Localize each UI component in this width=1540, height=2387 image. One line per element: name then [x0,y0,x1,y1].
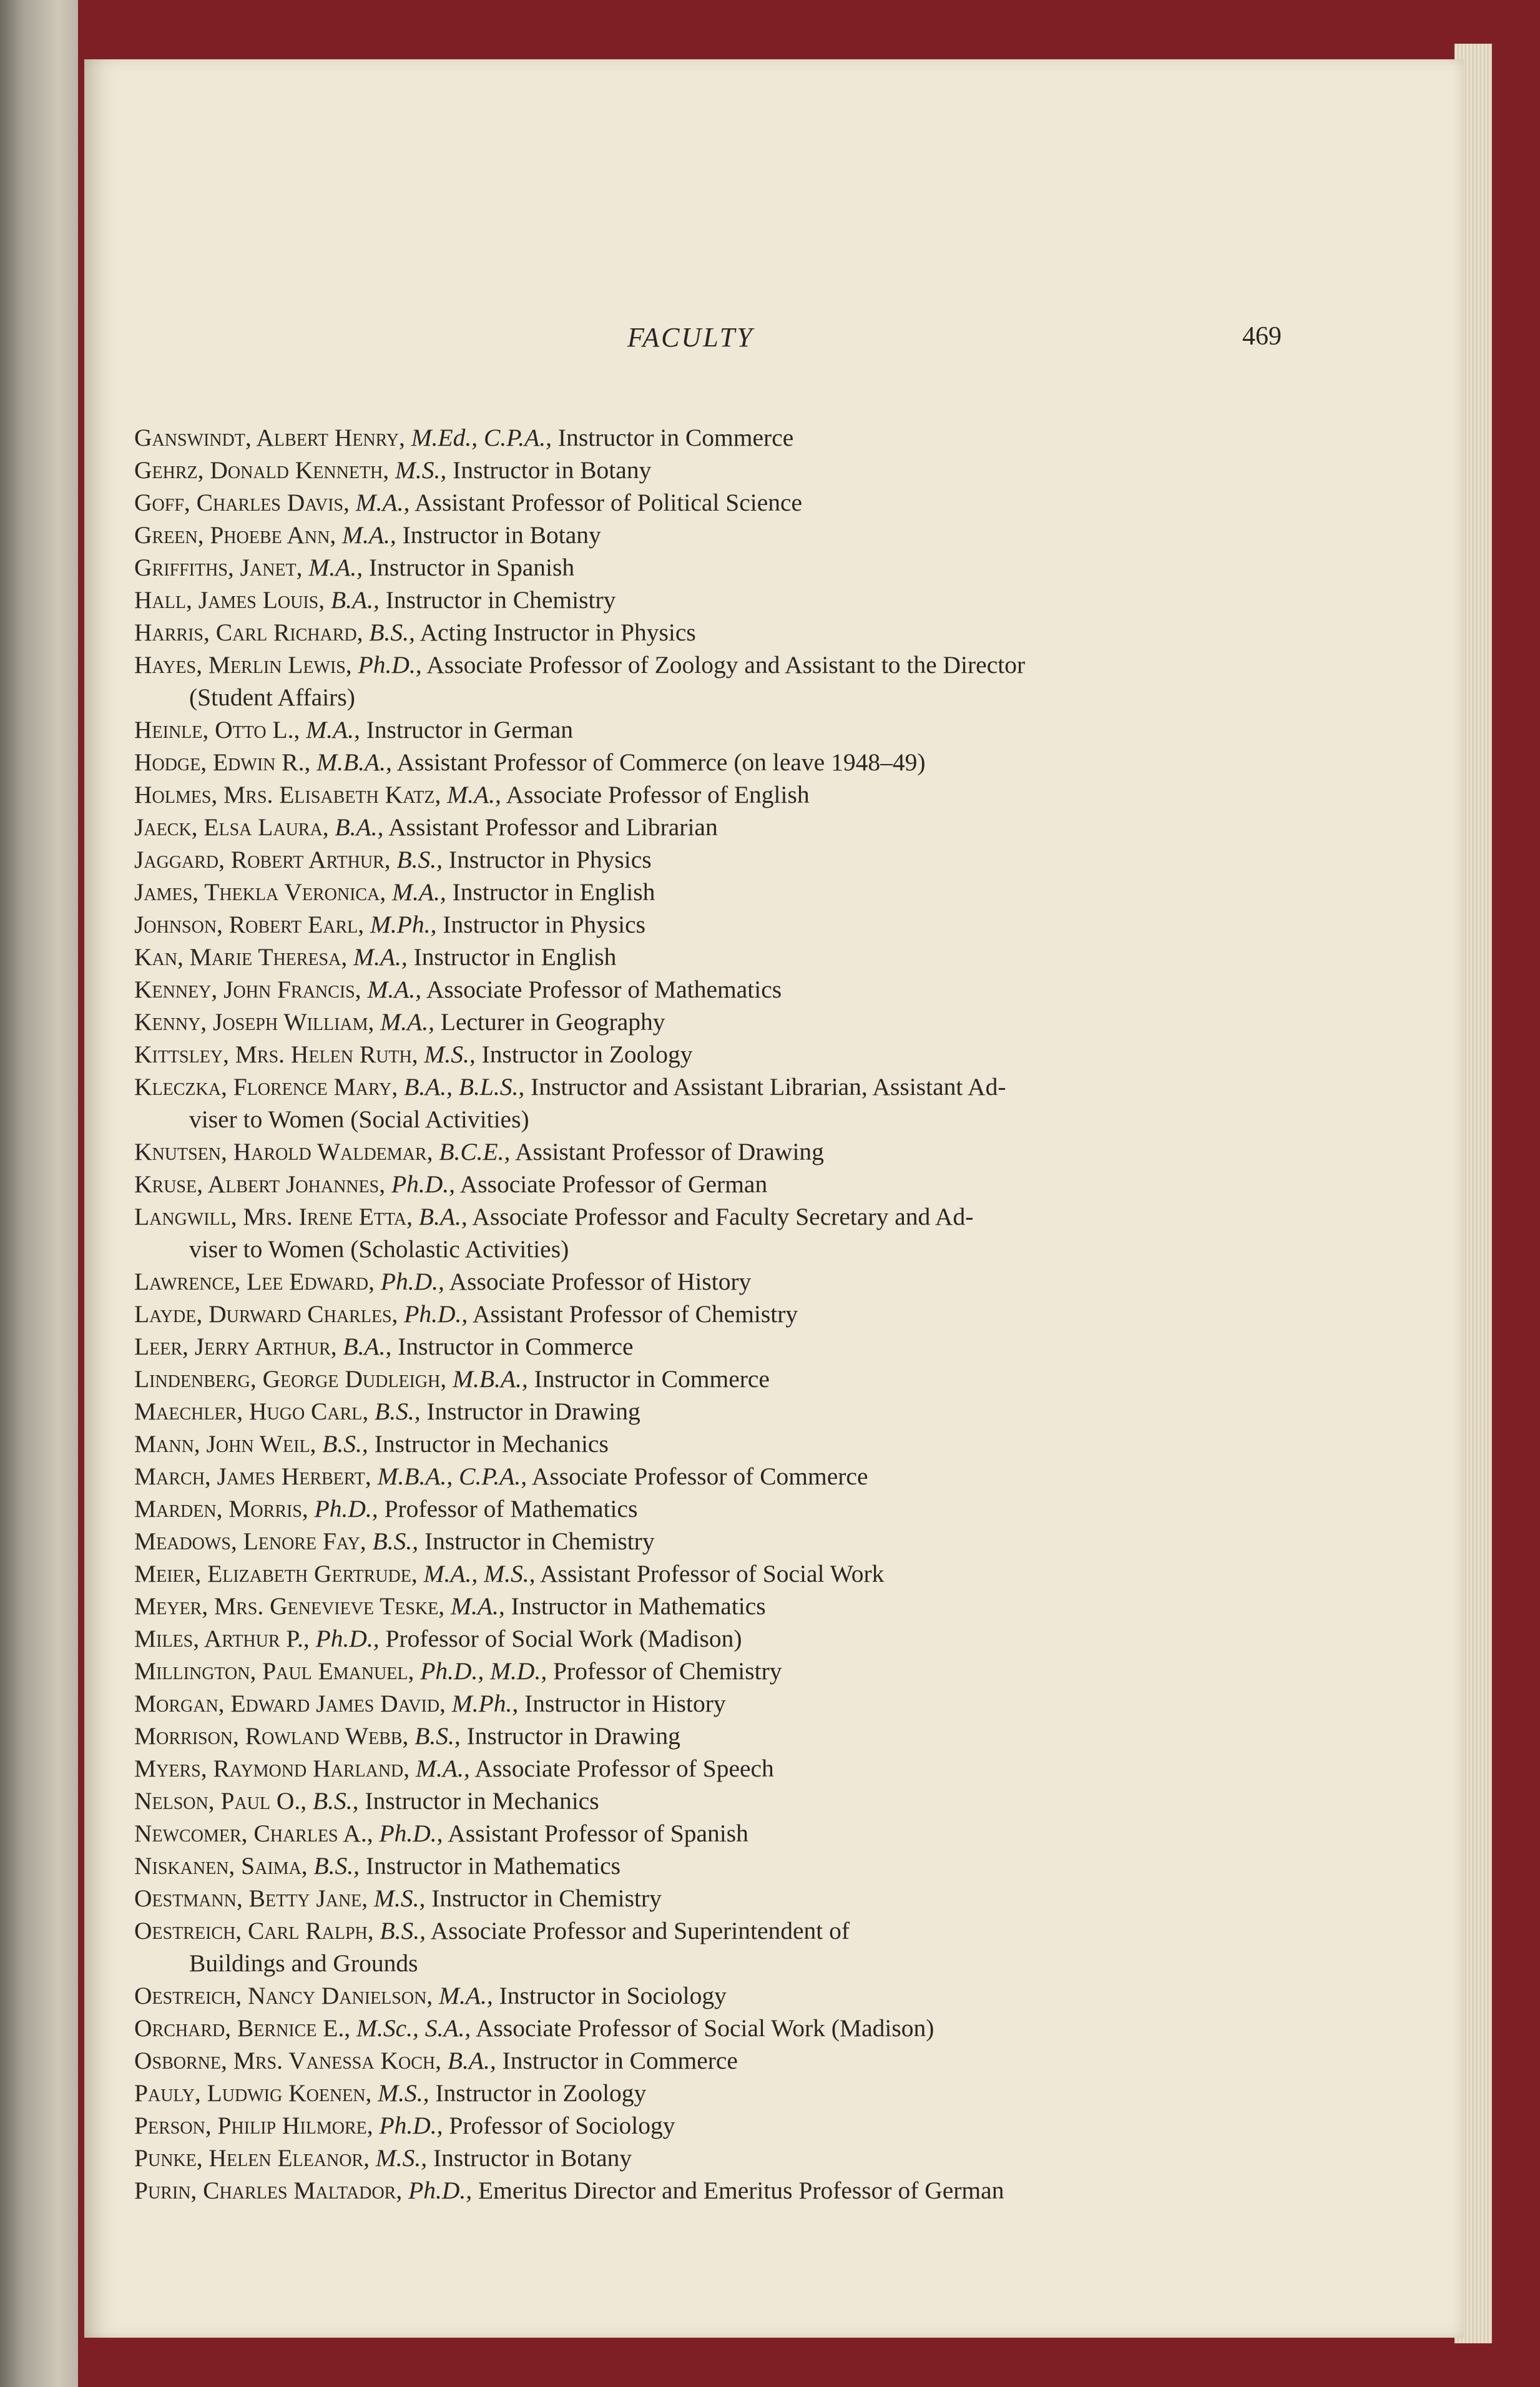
faculty-position: Instructor in English [452,878,655,906]
faculty-name: Niskanen, Saima, [134,1852,308,1880]
faculty-position: Emeritus Director and Emeritus Professor of German [478,2177,1004,2204]
faculty-degree: B.S., [396,846,443,873]
faculty-degree: Ph.D., M.D., [420,1657,547,1685]
faculty-name: Kittsley, Mrs. Helen Ruth, [134,1041,418,1068]
faculty-name: Myers, Raymond Harland, [134,1755,410,1782]
faculty-degree: M.S., [378,2079,429,2107]
faculty-entry [134,778,1370,811]
faculty-name: Jaeck, Elsa Laura, [134,813,329,841]
faculty-name: Kleczka, Florence Mary, [134,1073,398,1100]
faculty-degree: M.A., [392,878,446,906]
faculty-position: Instructor in Mechanics [365,1787,599,1815]
faculty-position-continuation: viser to Women (Social Activities) [189,1105,529,1133]
faculty-position: Instructor in Zoology [435,2079,647,2107]
faculty-degree: M.A., [355,489,410,516]
faculty-entry [134,1525,1370,1557]
faculty-position-continuation: Buildings and Grounds [189,1949,418,1977]
faculty-position: Instructor in German [366,716,574,743]
faculty-name: Miles, Arthur P., [134,1625,310,1652]
faculty-degree: M.A., [451,1592,505,1620]
faculty-position: Professor of Chemistry [553,1657,782,1685]
faculty-degree: B.A., [418,1203,468,1230]
faculty-position: Instructor in Commerce [502,2047,738,2074]
faculty-name: Ganswindt, Albert Henry, [134,424,405,451]
faculty-degree: M.Ed., C.P.A., [411,424,552,451]
faculty-degree: M.S., [424,1041,476,1068]
faculty-entry [134,1817,1370,1850]
faculty-entry [134,746,1370,778]
faculty-degree: B.A., [343,1333,392,1360]
faculty-name: Johnson, Robert Earl, [134,911,365,938]
faculty-name: Hayes, Merlin Lewis, [134,651,352,679]
faculty-name: Oestmann, Betty Jane, [134,1885,368,1912]
faculty-position: Associate Professor of Commerce [531,1463,868,1490]
faculty-position: Assistant Professor of Political Science [414,489,803,516]
faculty-degree: M.A., [439,1982,493,2009]
faculty-degree: M.Ph., [370,911,437,938]
faculty-position: Instructor in Mathematics [511,1592,766,1620]
faculty-degree: B.S., [313,1787,359,1815]
faculty-position: Instructor in Drawing [466,1722,680,1750]
faculty-position: Instructor in Commerce [534,1365,770,1393]
faculty-name: Heinle, Otto L., [134,716,300,743]
faculty-degree: B.S., [375,1398,421,1425]
faculty-entry [134,876,1370,908]
faculty-name: Meadows, Lenore Fay, [134,1527,366,1555]
faculty-name: Green, Phoebe Ann, [134,521,336,549]
faculty-entry [134,1168,1370,1200]
faculty-entry [134,551,1370,584]
faculty-degree: M.A., M.S., [423,1560,536,1587]
faculty-degree: B.S., [322,1430,368,1458]
faculty-name: Morgan, Edward James David, [134,1690,446,1717]
faculty-name: Hall, James Louis, [134,586,325,614]
faculty-degree: B.A., [447,2047,496,2074]
faculty-degree: M.A., [342,521,396,549]
faculty-degree: B.S., [380,1917,426,1944]
faculty-degree: M.A., [353,943,408,971]
faculty-entry [134,1298,1370,1330]
faculty-entry [134,2077,1370,2109]
faculty-entry [134,519,1370,551]
faculty-entry [134,1720,1370,1752]
faculty-name: Millington, Paul Emanuel, [134,1657,414,1685]
faculty-name: Maechler, Hugo Carl, [134,1398,369,1425]
faculty-position: Associate Professor of History [449,1268,752,1295]
faculty-position: Instructor in Physics [443,911,646,938]
faculty-entry [134,1882,1370,1914]
faculty-position: Instructor in Chemistry [424,1527,655,1555]
faculty-entry [134,843,1370,876]
faculty-position: Professor of Social Work (Madison) [385,1625,742,1652]
faculty-degree: M.S., [374,1885,426,1912]
faculty-degree: M.B.A., [316,748,392,776]
faculty-name: Jaggard, Robert Arthur, [134,846,391,873]
faculty-position: Assistant Professor of Social Work [540,1560,885,1587]
faculty-position: Associate Professor and Superintendent of [430,1917,850,1944]
faculty-position: Instructor in Botany [453,456,652,484]
faculty-position: Instructor in Mechanics [374,1430,609,1458]
faculty-name: Punke, Helen Eleanor, [134,2144,370,2172]
faculty-entry [134,1590,1370,1622]
faculty-entry [134,454,1370,486]
faculty-position: Associate Professor of German [459,1170,768,1198]
faculty-degree: Ph.D., [404,1300,468,1328]
faculty-position: Instructor in History [524,1690,726,1717]
faculty-degree: M.S., [375,2144,428,2172]
faculty-entry [134,1655,1370,1687]
faculty-position: Associate Professor of Social Work (Madison) [475,2014,934,2042]
faculty-entry [134,2044,1370,2077]
faculty-name: Goff, Charles Davis, [134,489,350,516]
faculty-entry [134,1135,1370,1168]
faculty-position-continuation: viser to Women (Scholastic Activities) [189,1235,569,1263]
faculty-entry [134,649,1370,713]
faculty-position: Associate Professor and Faculty Secretary and Ad- [472,1203,974,1230]
faculty-name: Marden, Morris, [134,1495,308,1522]
faculty-degree: Ph.D., [379,1820,443,1847]
faculty-name: Griffiths, Janet, [134,554,303,581]
faculty-name: Oestreich, Carl Ralph, [134,1917,374,1944]
faculty-name: Kenney, John Francis, [134,976,361,1003]
faculty-position: Instructor in Chemistry [431,1885,662,1912]
faculty-name: Meier, Elizabeth Gertrude, [134,1560,418,1587]
faculty-entry [134,1687,1370,1720]
faculty-degree: Ph.D., [408,2177,473,2204]
page-header-title: FACULTY [627,322,754,353]
faculty-degree: B.A., B.L.S., [404,1073,525,1100]
faculty-degree: M.S., [395,456,447,484]
faculty-position: Assistant Professor and Librarian [388,813,718,841]
faculty-position: Instructor in Botany [433,2144,632,2172]
faculty-degree: M.A., [306,716,360,743]
faculty-position: Lecturer in Geography [440,1008,665,1036]
faculty-name: Meyer, Mrs. Genevieve Teske, [134,1592,445,1620]
faculty-position: Professor of Sociology [449,2112,675,2139]
faculty-entry [134,1850,1370,1882]
faculty-entry [134,1200,1370,1265]
faculty-entry [134,584,1370,616]
faculty-degree: M.A., [380,1008,434,1036]
faculty-entry [134,1006,1370,1038]
page-number: 469 [1242,322,1282,351]
faculty-entry [134,1460,1370,1492]
faculty-degree: B.S., [369,619,415,646]
faculty-list [134,421,1370,2207]
faculty-position: Instructor in Botany [402,521,601,549]
faculty-position: Assistant Professor of Drawing [515,1138,824,1165]
faculty-position: Assistant Professor of Commerce (on leave 1948–49) [396,748,926,776]
faculty-degree: M.A., [447,781,501,808]
faculty-degree: M.Sc., S.A., [356,2014,471,2042]
faculty-position: Instructor in English [413,943,617,971]
faculty-position: Instructor and Assistant Librarian, Assistant Ad- [531,1073,1006,1100]
faculty-position: Instructor in Sociology [499,1982,727,2009]
faculty-position: Instructor in Drawing [426,1398,640,1425]
faculty-position: Associate Professor of English [506,781,810,808]
faculty-degree: M.A., [416,1755,470,1782]
faculty-name: Oestreich, Nancy Danielson, [134,1982,433,2009]
faculty-name: Newcomer, Charles A., [134,1820,373,1847]
faculty-degree: B.A., [335,813,384,841]
faculty-position-continuation: (Student Affairs) [189,684,355,711]
faculty-position: Instructor in Chemistry [385,586,616,614]
faculty-name: Nelson, Paul O., [134,1787,307,1815]
faculty-entry [134,1914,1370,1979]
faculty-degree: Ph.D., [380,1268,444,1295]
faculty-degree: M.Ph., [451,1690,519,1717]
faculty-degree: M.B.A., C.P.A., [377,1463,527,1490]
faculty-entry [134,1395,1370,1428]
faculty-name: Kenny, Joseph William, [134,1008,375,1036]
faculty-position: Instructor in Physics [448,846,652,873]
faculty-degree: Ph.D., [315,1625,380,1652]
faculty-name: James, Thekla Veronica, [134,878,386,906]
faculty-name: Holmes, Mrs. Elisabeth Katz, [134,781,441,808]
faculty-entry [134,486,1370,519]
faculty-entry [134,1622,1370,1655]
faculty-name: Pauly, Ludwig Koenen, [134,2079,372,2107]
faculty-name: Person, Philip Hilmore, [134,2112,373,2139]
faculty-name: March, James Herbert, [134,1463,371,1490]
faculty-entry [134,1752,1370,1785]
faculty-degree: Ph.D., [358,651,422,679]
faculty-name: Kan, Marie Theresa, [134,943,348,971]
faculty-entry [134,2012,1370,2044]
faculty-name: Lindenberg, George Dudleigh, [134,1365,447,1393]
faculty-entry [134,2142,1370,2174]
faculty-entry [134,713,1370,746]
faculty-position: Assistant Professor of Chemistry [473,1300,798,1328]
faculty-name: Purin, Charles Maltador, [134,2177,403,2204]
faculty-entry [134,941,1370,973]
faculty-degree: Ph.D., [314,1495,378,1522]
faculty-position: Instructor in Spanish [368,554,575,581]
faculty-entry [134,2109,1370,2142]
faculty-entry [134,1363,1370,1395]
faculty-name: Harris, Carl Richard, [134,619,363,646]
faculty-entry [134,908,1370,941]
faculty-degree: B.S., [414,1722,461,1750]
faculty-name: Langwill, Mrs. Irene Etta, [134,1203,413,1230]
faculty-position: Professor of Mathematics [384,1495,638,1522]
faculty-position: Instructor in Zoology [481,1041,693,1068]
faculty-degree: Ph.D., [379,2112,443,2139]
faculty-name: Knutsen, Harold Waldemar, [134,1138,433,1165]
previous-page-edge [0,0,78,2387]
faculty-name: Orchard, Bernice E., [134,2014,351,2042]
faculty-name: Mann, John Weil, [134,1430,316,1458]
faculty-entry [134,1038,1370,1071]
faculty-entry [134,1785,1370,1817]
faculty-degree: M.A., [308,554,363,581]
faculty-degree: M.B.A., [453,1365,528,1393]
faculty-entry [134,1330,1370,1363]
faculty-entry [134,811,1370,843]
faculty-name: Hodge, Edwin R., [134,748,311,776]
running-head [84,321,1464,359]
faculty-position: Associate Professor of Zoology and Assistant to the Director [426,651,1026,679]
faculty-position: Associate Professor of Mathematics [426,976,782,1003]
faculty-entry [134,2174,1370,2207]
faculty-name: Gehrz, Donald Kenneth, [134,456,390,484]
book-page [84,59,1464,2338]
faculty-position: Instructor in Mathematics [365,1852,620,1880]
faculty-degree: B.S., [313,1852,360,1880]
faculty-name: Lawrence, Lee Edward, [134,1268,375,1295]
faculty-position: Assistant Professor of Spanish [448,1820,748,1847]
faculty-name: Kruse, Albert Johannes, [134,1170,386,1198]
faculty-degree: B.C.E., [439,1138,511,1165]
faculty-position: Instructor in Commerce [557,424,794,451]
faculty-degree: M.A., [367,976,422,1003]
faculty-position: Associate Professor of Speech [474,1755,774,1782]
faculty-entry [134,616,1370,649]
faculty-entry [134,421,1370,454]
faculty-name: Morrison, Rowland Webb, [134,1722,409,1750]
faculty-position: Acting Instructor in Physics [419,619,696,646]
faculty-entry [134,1979,1370,2012]
faculty-entry [134,1492,1370,1525]
faculty-degree: B.S., [372,1527,419,1555]
faculty-entry [134,1265,1370,1298]
faculty-entry [134,1557,1370,1590]
faculty-name: Layde, Durward Charles, [134,1300,398,1328]
faculty-position: Instructor in Commerce [398,1333,634,1360]
faculty-degree: B.A., [330,586,380,614]
faculty-entry [134,973,1370,1006]
faculty-entry [134,1428,1370,1460]
faculty-name: Leer, Jerry Arthur, [134,1333,337,1360]
faculty-entry [134,1071,1370,1135]
faculty-name: Osborne, Mrs. Vanessa Koch, [134,2047,441,2074]
faculty-degree: Ph.D., [391,1170,455,1198]
